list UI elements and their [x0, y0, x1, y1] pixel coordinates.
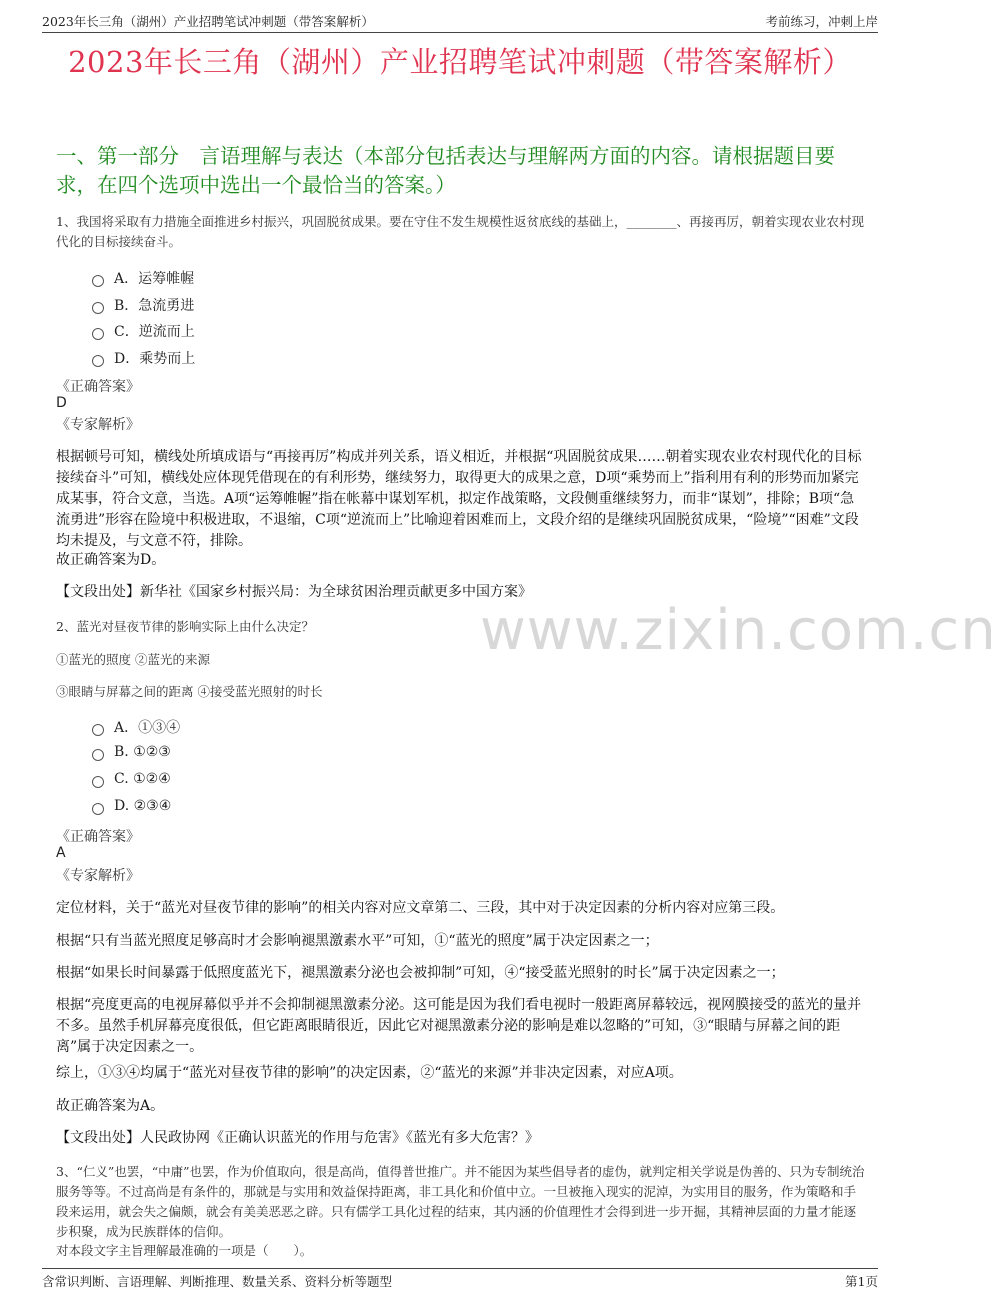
q2-statement-line-2: ③眼睛与屏幕之间的距离 ④接受蓝光照射的时长: [56, 684, 323, 699]
q1-option-d[interactable]: [92, 348, 195, 368]
header-slogan: 考前练习，冲刺上岸: [765, 14, 878, 29]
question-3-stem: 3、“仁义”也罢，“中庸”也罢，作为价值取向，很是高尚，值得普世推广。并不能因为某些倡导者的虚伪，就判定相关学说是伪善的、只为专制统治服务等等。不过高尚是有条件的，那就是与实用和效益保持距离，非工具化和价值中立。一旦被拖入现实的泥淖，为实用目的服务，作为策略和手段来运用，就会失之偏颇，就会有美美恶恶之辟。只有儒学工具化过程的结束，其内涵的价值理性才会得到进一步开掘，其精神层面的力量才能逐步积聚，成为民族群体的信仰。: [56, 1164, 865, 1239]
page-number: 第1页: [845, 1274, 878, 1289]
q2-analysis-p3: 根据“如果长时间暴露于低照度蓝光下，褪黑激素分泌也会被抑制”可知，④“接受蓝光照射的时长”属于决定因素之一；: [56, 965, 785, 981]
radio-icon[interactable]: [92, 275, 104, 287]
q1-option-a[interactable]: [92, 268, 194, 288]
q1-answer-label: 《正确答案》: [56, 379, 140, 395]
radio-icon[interactable]: [92, 776, 104, 788]
q2-option-c[interactable]: [92, 771, 171, 787]
q2-answer-label: 《正确答案》: [56, 829, 140, 845]
question-2-stem: 2、蓝光对昼夜节律的影响实际上由什么决定？: [56, 619, 314, 634]
radio-icon[interactable]: [92, 803, 104, 815]
radio-icon[interactable]: [92, 749, 104, 761]
q2-analysis-p4: 根据“亮度更高的电视屏幕似乎并不会抑制褪黑激素分泌。这可能是因为我们看电视时一般距离屏幕较远，视网膜接受的蓝光的量并不多。虽然手机屏幕亮度很低，但它距离眼睛很近，因此它对褪黑激素分泌的影响是难以忽略的”可知，③“眼睛与屏幕之间的距离”属于决定因素之一。: [56, 997, 862, 1055]
q1-conclusion: 故正确答案为D。: [56, 552, 166, 568]
header-doc-title: 2023年长三角（湖州）产业招聘笔试冲刺题（带答案解析）: [42, 14, 374, 29]
option-label: B. ①②③: [114, 744, 171, 760]
q2-answer: A: [56, 845, 66, 861]
q3-question: 对本段文字主旨理解最准确的一项是（ ）。: [56, 1243, 313, 1258]
radio-icon[interactable]: [92, 328, 104, 340]
q1-answer: D: [56, 395, 67, 411]
option-label: B．急流勇进: [114, 298, 195, 314]
page-title: 2023年长三角（湖州）产业招聘笔试冲刺题（带答案解析）: [68, 45, 852, 79]
option-label: D．乘势而上: [114, 351, 196, 367]
q2-analysis-p1: 定位材料，关于“蓝光对昼夜节律的影响”的相关内容对应文章第二、三段，其中对于决定因素的分析内容对应第三段。: [56, 900, 785, 916]
q2-conclusion: 故正确答案为A。: [56, 1098, 165, 1114]
q2-option-a[interactable]: [92, 717, 180, 737]
watermark: www.zixin.com.cn: [480, 598, 997, 663]
footer-question-types: 含常识判断、言语理解、判断推理、数量关系、资料分析等题型: [42, 1274, 393, 1289]
q1-source: 【文段出处】新华社《国家乡村振兴局：为全球贫困治理贡献更多中国方案》: [56, 584, 532, 600]
q2-analysis-p5: 综上，①③④均属于“蓝光对昼夜节律的影响”的决定因素，②“蓝光的来源”并非决定因素，对应A项。: [56, 1065, 683, 1081]
q2-analysis-label: 《专家解析》: [56, 868, 140, 884]
section-heading: 一、第一部分 言语理解与表达（本部分包括表达与理解两方面的内容。请根据题目要求，在四个选项中选出一个最恰当的答案。）: [56, 144, 835, 197]
page-header: [42, 10, 878, 33]
page-footer: [42, 1268, 878, 1290]
q1-analysis-label: 《专家解析》: [56, 417, 140, 433]
q2-option-b[interactable]: [92, 744, 171, 760]
radio-icon[interactable]: [92, 724, 104, 736]
q1-analysis: 根据顿号可知，横线处所填成语与“再接再厉”构成并列关系，语义相近，并根据“巩固脱贫成果……朝着实现农业农村现代化的目标接续奋斗”可知，横线处应体现凭借现在的有利形势，继续努力，取得更大的成果之意，D项“乘势而上”指利用有利的形势而加紧完成某事，符合文意，当选。A项“运筹帷幄”指在帐幕中谋划军机，拟定作战策略，文段侧重继续努力，而非“谋划”，排除；B项“急流勇进”形容在险境中积极进取，不退缩，C项“逆流而上”比喻迎着困难而上，文段介绍的是继续巩固脱贫成果，“险境”“困难”文段均未提及，与文意不符，排除。: [56, 449, 862, 549]
q2-analysis-p2: 根据“只有当蓝光照度足够高时才会影响褪黑激素水平”可知，①“蓝光的照度”属于决定因素之一；: [56, 933, 659, 949]
option-label: A．①③④: [114, 720, 181, 736]
question-1-stem: 1、我国将采取有力措施全面推进乡村振兴，巩固脱贫成果。要在守住不发生规模性返贫底线的基础上，________、再接再厉，朝着实现农业农村现代化的目标接续奋斗。: [56, 214, 864, 249]
q2-option-d[interactable]: [92, 798, 171, 814]
q2-source: 【文段出处】人民政协网《正确认识蓝光的作用与危害》《蓝光有多大危害？》: [56, 1130, 539, 1146]
q1-option-b[interactable]: [92, 295, 194, 315]
option-label: D. ②③④: [114, 798, 172, 814]
radio-icon[interactable]: [92, 355, 104, 367]
option-label: C．逆流而上: [114, 324, 195, 340]
radio-icon[interactable]: [92, 302, 104, 314]
option-label: A．运筹帷幄: [114, 271, 195, 287]
option-label: C. ①②④: [114, 771, 171, 787]
q1-option-c[interactable]: [92, 321, 195, 341]
q2-statement-line-1: ①蓝光的照度 ②蓝光的来源: [56, 652, 210, 667]
